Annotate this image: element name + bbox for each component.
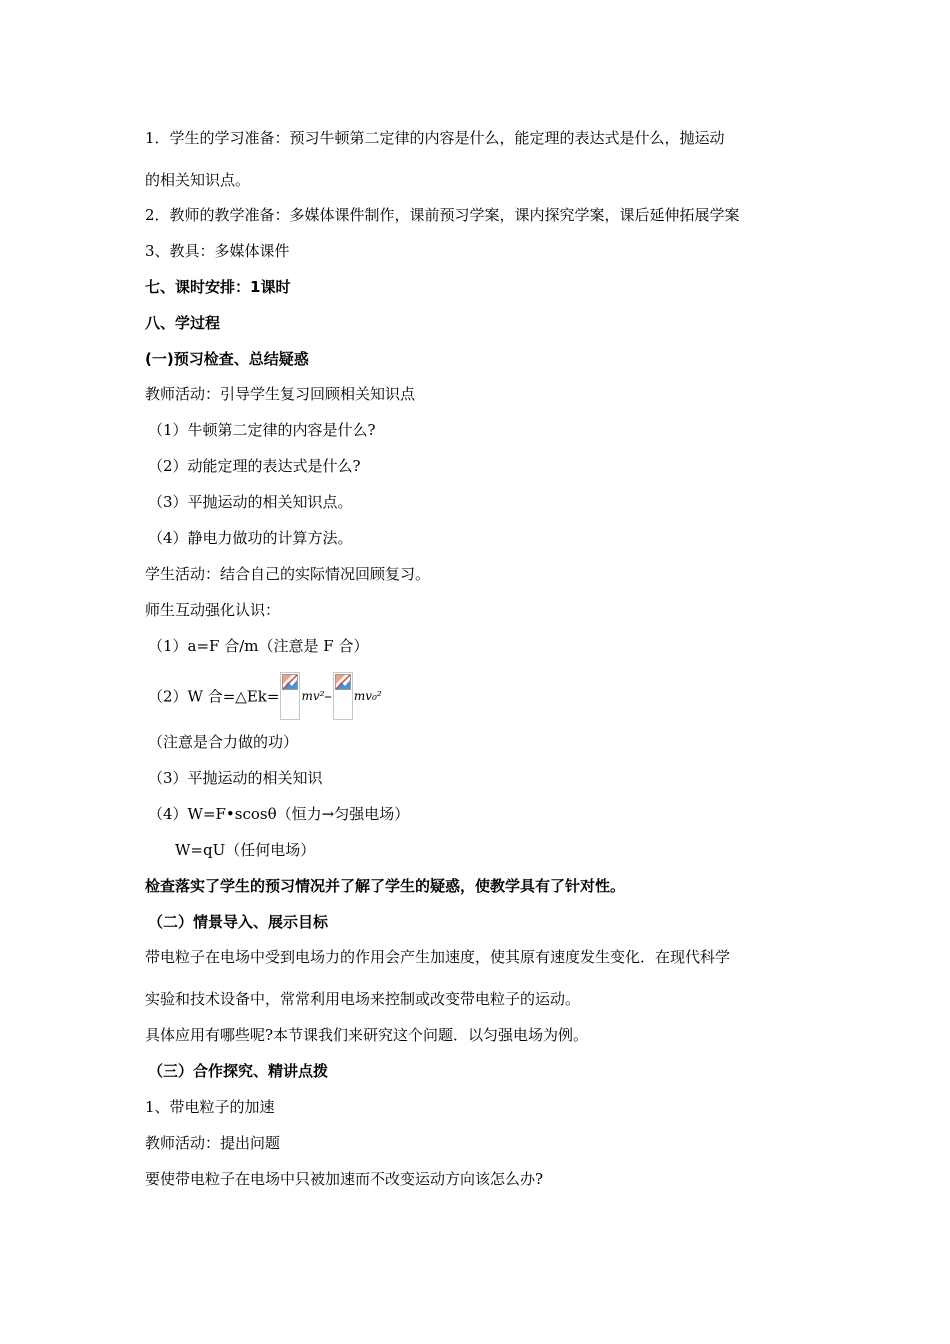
answer-item: W=qU（任何电场） xyxy=(175,841,316,859)
question-item: （1）牛顿第二定律的内容是什么? xyxy=(148,421,376,439)
answer-item: （3）平抛运动的相关知识 xyxy=(148,769,323,787)
text-line: 具体应用有哪些呢?本节课我们来研究这个问题．以匀强电场为例。 xyxy=(145,1026,589,1044)
formula-term: mv₀² xyxy=(353,689,382,703)
text-line: 1、带电粒子的加速 xyxy=(145,1098,275,1116)
subsection-heading: (一)预习检查、总结疑惑 xyxy=(145,350,309,368)
text-line: 2．教师的教学准备：多媒体课件制作，课前预习学案，课内探究学案，课后延伸拓展学案 xyxy=(145,206,740,224)
broken-image-icon xyxy=(333,672,353,720)
text-line: 实验和技术设备中，常常利用电场来控制或改变带电粒子的运动。 xyxy=(145,990,581,1008)
question-item: （4）静电力做功的计算方法。 xyxy=(148,529,353,547)
answer-item: （1）a=F 合/m（注意是 F 合） xyxy=(148,637,369,655)
text-line: 1．学生的学习准备：预习牛顿第二定律的内容是什么，能定理的表达式是什么，抛运动 xyxy=(145,129,725,147)
question-item: （2）动能定理的表达式是什么? xyxy=(148,457,361,475)
text-line: 带电粒子在电场中受到电场力的作用会产生加速度，使其原有速度发生变化．在现代科学 xyxy=(145,948,731,966)
text-line: 学生活动：结合自己的实际情况回顾复习。 xyxy=(145,565,431,583)
formula-prefix: （2）W 合=△Ek= xyxy=(148,687,280,706)
subsection-heading: （三）合作探究、精讲点拨 xyxy=(148,1062,329,1080)
text-line: 师生互动强化认识： xyxy=(145,601,281,619)
bold-summary: 检查落实了学生的预习情况并了解了学生的疑惑，使教学具有了针对性。 xyxy=(145,877,626,895)
question-item: （3）平抛运动的相关知识点。 xyxy=(148,493,353,511)
section-heading: 七、课时安排：1课时 xyxy=(145,278,291,296)
text-line: 要使带电粒子在电场中只被加速而不改变运动方向该怎么办? xyxy=(145,1170,544,1188)
kinetic-energy-formula xyxy=(148,672,382,720)
subsection-heading: （二）情景导入、展示目标 xyxy=(148,913,329,931)
text-line: 3、教具：多媒体课件 xyxy=(145,242,290,260)
broken-image-icon xyxy=(280,672,300,720)
formula-minus: – xyxy=(324,687,332,705)
text-line: 的相关知识点。 xyxy=(145,171,251,189)
section-heading: 八、学过程 xyxy=(145,314,221,332)
formula-term: mv² xyxy=(301,689,325,703)
text-line: 教师活动：提出问题 xyxy=(145,1134,281,1152)
note-line: （注意是合力做的功） xyxy=(148,733,299,751)
answer-item: （4）W=F•scosθ（恒力→匀强电场） xyxy=(148,805,410,823)
text-line: 教师活动：引导学生复习回顾相关知识点 xyxy=(145,385,416,403)
